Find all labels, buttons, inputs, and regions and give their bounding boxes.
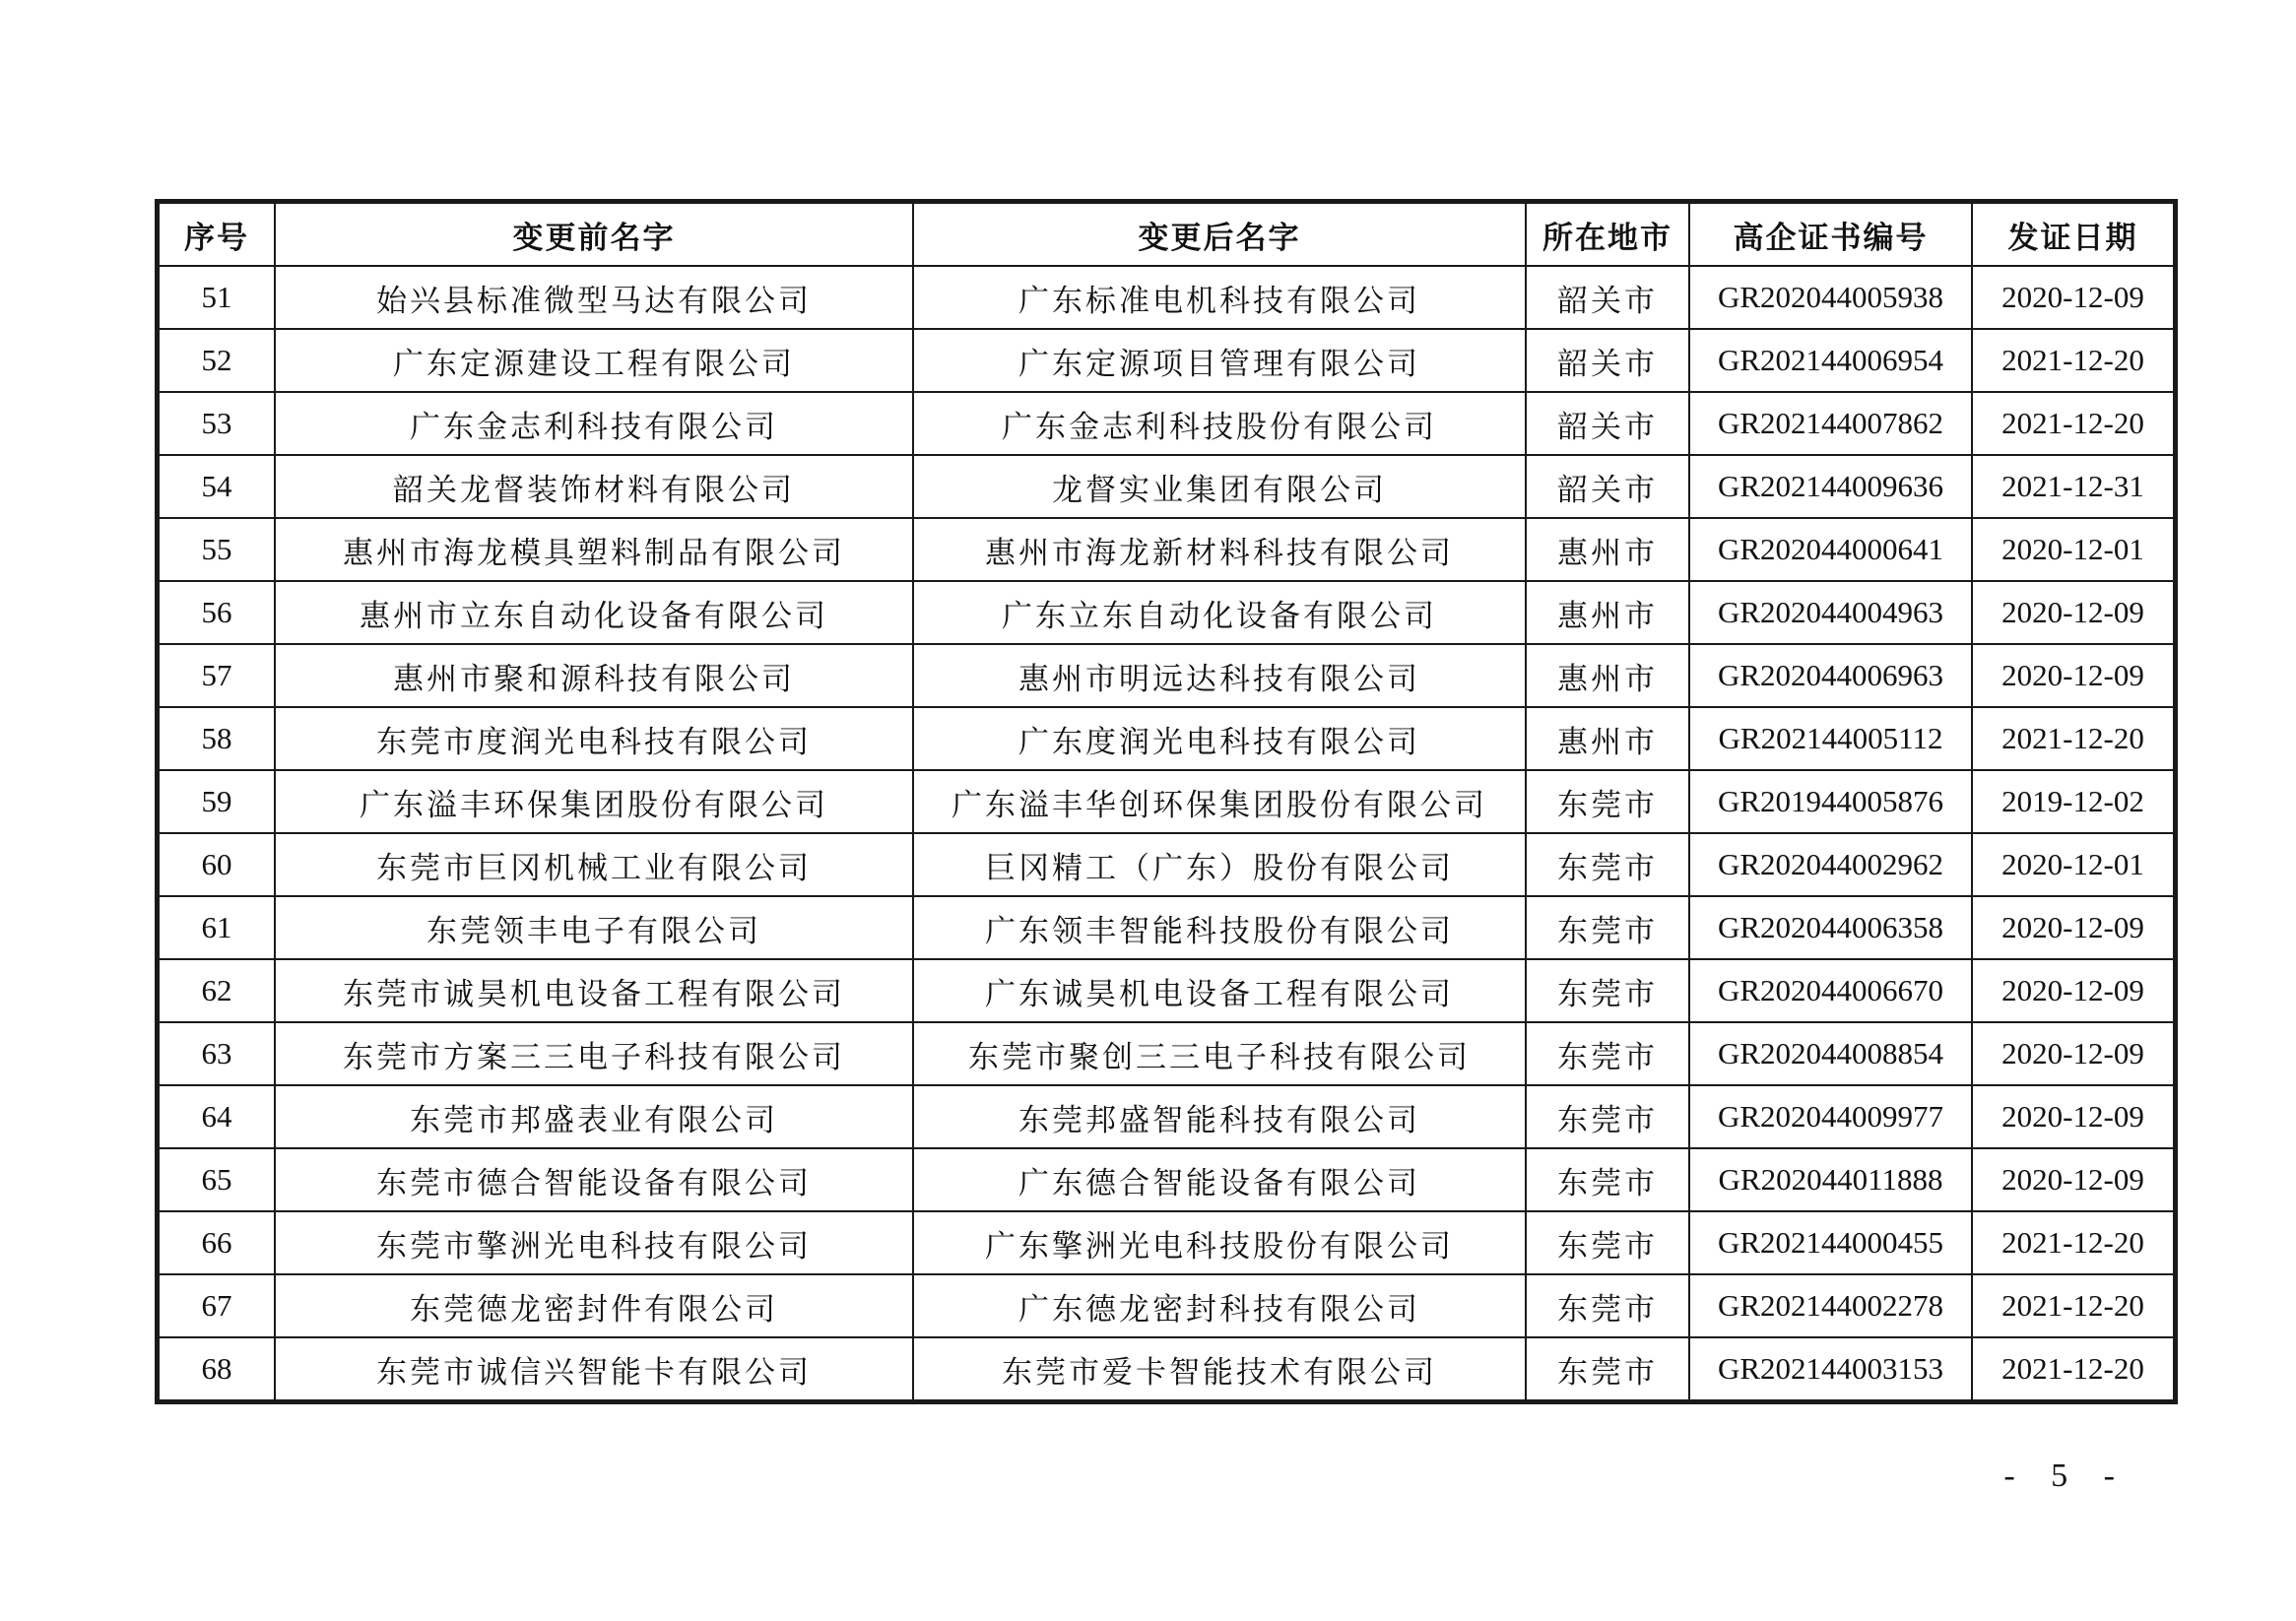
col-header-index: 序号 bbox=[159, 203, 275, 266]
issue-date-cell: 2020-12-01 bbox=[1972, 518, 2174, 581]
issue-date-cell: 2020-12-09 bbox=[1972, 1022, 2174, 1085]
index-cell: 61 bbox=[159, 896, 275, 959]
new-name-cell: 东莞市聚创三三电子科技有限公司 bbox=[913, 1022, 1526, 1085]
old-name-cell: 东莞市度润光电科技有限公司 bbox=[275, 707, 913, 770]
old-name-cell: 广东溢丰环保集团股份有限公司 bbox=[275, 770, 913, 833]
index-cell: 66 bbox=[159, 1211, 275, 1274]
certificate-number-cell: GR202044002962 bbox=[1689, 833, 1972, 896]
certificate-number-cell: GR201944005876 bbox=[1689, 770, 1972, 833]
col-header-new-name: 变更后名字 bbox=[913, 203, 1526, 266]
table-row bbox=[159, 896, 2174, 959]
table-row bbox=[159, 770, 2174, 833]
index-cell: 64 bbox=[159, 1085, 275, 1148]
table-row bbox=[159, 644, 2174, 707]
old-name-cell: 东莞德龙密封件有限公司 bbox=[275, 1274, 913, 1337]
issue-date-cell: 2020-12-09 bbox=[1972, 1148, 2174, 1211]
issue-date-cell: 2021-12-31 bbox=[1972, 455, 2174, 518]
old-name-cell: 东莞市擎洲光电科技有限公司 bbox=[275, 1211, 913, 1274]
certificate-number-cell: GR202144007862 bbox=[1689, 392, 1972, 455]
company-name-change-table bbox=[158, 202, 2175, 1401]
index-cell: 54 bbox=[159, 455, 275, 518]
table-row bbox=[159, 1085, 2174, 1148]
city-cell: 东莞市 bbox=[1526, 833, 1689, 896]
table-row bbox=[159, 1148, 2174, 1211]
index-cell: 58 bbox=[159, 707, 275, 770]
col-header-city: 所在地市 bbox=[1526, 203, 1689, 266]
city-cell: 东莞市 bbox=[1526, 959, 1689, 1022]
index-cell: 57 bbox=[159, 644, 275, 707]
new-name-cell: 龙督实业集团有限公司 bbox=[913, 455, 1526, 518]
issue-date-cell: 2020-12-09 bbox=[1972, 644, 2174, 707]
certificate-number-cell: GR202044004963 bbox=[1689, 581, 1972, 644]
certificate-number-cell: GR202044008854 bbox=[1689, 1022, 1972, 1085]
old-name-cell: 东莞领丰电子有限公司 bbox=[275, 896, 913, 959]
issue-date-cell: 2020-12-09 bbox=[1972, 959, 2174, 1022]
new-name-cell: 广东德合智能设备有限公司 bbox=[913, 1148, 1526, 1211]
table-row bbox=[159, 707, 2174, 770]
certificate-number-cell: GR202144009636 bbox=[1689, 455, 1972, 518]
city-cell: 东莞市 bbox=[1526, 896, 1689, 959]
new-name-cell: 广东标准电机科技有限公司 bbox=[913, 266, 1526, 329]
old-name-cell: 广东定源建设工程有限公司 bbox=[275, 329, 913, 392]
table-row bbox=[159, 959, 2174, 1022]
certificate-number-cell: GR202044000641 bbox=[1689, 518, 1972, 581]
certificate-number-cell: GR202144003153 bbox=[1689, 1337, 1972, 1400]
issue-date-cell: 2019-12-02 bbox=[1972, 770, 2174, 833]
index-cell: 59 bbox=[159, 770, 275, 833]
city-cell: 惠州市 bbox=[1526, 707, 1689, 770]
new-name-cell: 巨冈精工（广东）股份有限公司 bbox=[913, 833, 1526, 896]
table-row bbox=[159, 518, 2174, 581]
col-header-certificate-number: 高企证书编号 bbox=[1689, 203, 1972, 266]
new-name-cell: 广东德龙密封科技有限公司 bbox=[913, 1274, 1526, 1337]
issue-date-cell: 2021-12-20 bbox=[1972, 707, 2174, 770]
old-name-cell: 东莞市方案三三电子科技有限公司 bbox=[275, 1022, 913, 1085]
new-name-cell: 惠州市明远达科技有限公司 bbox=[913, 644, 1526, 707]
certificate-number-cell: GR202144005112 bbox=[1689, 707, 1972, 770]
table-row bbox=[159, 455, 2174, 518]
new-name-cell: 东莞邦盛智能科技有限公司 bbox=[913, 1085, 1526, 1148]
table-row bbox=[159, 1211, 2174, 1274]
index-cell: 60 bbox=[159, 833, 275, 896]
city-cell: 东莞市 bbox=[1526, 1274, 1689, 1337]
city-cell: 韶关市 bbox=[1526, 455, 1689, 518]
table-body bbox=[159, 266, 2174, 1400]
certificate-number-cell: GR202044009977 bbox=[1689, 1085, 1972, 1148]
city-cell: 韶关市 bbox=[1526, 329, 1689, 392]
new-name-cell: 广东金志利科技股份有限公司 bbox=[913, 392, 1526, 455]
col-header-old-name: 变更前名字 bbox=[275, 203, 913, 266]
certificate-number-cell: GR202044006358 bbox=[1689, 896, 1972, 959]
old-name-cell: 广东金志利科技有限公司 bbox=[275, 392, 913, 455]
index-cell: 51 bbox=[159, 266, 275, 329]
index-cell: 68 bbox=[159, 1337, 275, 1400]
issue-date-cell: 2020-12-09 bbox=[1972, 896, 2174, 959]
table-row bbox=[159, 1274, 2174, 1337]
table-row bbox=[159, 329, 2174, 392]
old-name-cell: 惠州市立东自动化设备有限公司 bbox=[275, 581, 913, 644]
table-row bbox=[159, 833, 2174, 896]
old-name-cell: 东莞市邦盛表业有限公司 bbox=[275, 1085, 913, 1148]
issue-date-cell: 2021-12-20 bbox=[1972, 1337, 2174, 1400]
city-cell: 东莞市 bbox=[1526, 1337, 1689, 1400]
issue-date-cell: 2020-12-01 bbox=[1972, 833, 2174, 896]
index-cell: 53 bbox=[159, 392, 275, 455]
index-cell: 63 bbox=[159, 1022, 275, 1085]
issue-date-cell: 2020-12-09 bbox=[1972, 266, 2174, 329]
new-name-cell: 广东立东自动化设备有限公司 bbox=[913, 581, 1526, 644]
city-cell: 东莞市 bbox=[1526, 1148, 1689, 1211]
city-cell: 惠州市 bbox=[1526, 644, 1689, 707]
table-row bbox=[159, 392, 2174, 455]
certificate-number-cell: GR202144000455 bbox=[1689, 1211, 1972, 1274]
city-cell: 惠州市 bbox=[1526, 518, 1689, 581]
new-name-cell: 广东擎洲光电科技股份有限公司 bbox=[913, 1211, 1526, 1274]
old-name-cell: 惠州市聚和源科技有限公司 bbox=[275, 644, 913, 707]
city-cell: 东莞市 bbox=[1526, 770, 1689, 833]
table-row bbox=[159, 581, 2174, 644]
index-cell: 55 bbox=[159, 518, 275, 581]
index-cell: 56 bbox=[159, 581, 275, 644]
table-row bbox=[159, 1337, 2174, 1400]
new-name-cell: 广东溢丰华创环保集团股份有限公司 bbox=[913, 770, 1526, 833]
index-cell: 52 bbox=[159, 329, 275, 392]
old-name-cell: 东莞市巨冈机械工业有限公司 bbox=[275, 833, 913, 896]
old-name-cell: 韶关龙督装饰材料有限公司 bbox=[275, 455, 913, 518]
new-name-cell: 广东诚昊机电设备工程有限公司 bbox=[913, 959, 1526, 1022]
certificate-number-cell: GR202044006963 bbox=[1689, 644, 1972, 707]
issue-date-cell: 2021-12-20 bbox=[1972, 1211, 2174, 1274]
new-name-cell: 广东领丰智能科技股份有限公司 bbox=[913, 896, 1526, 959]
city-cell: 韶关市 bbox=[1526, 392, 1689, 455]
certificate-number-cell: GR202044011888 bbox=[1689, 1148, 1972, 1211]
header-row bbox=[159, 203, 2174, 266]
city-cell: 东莞市 bbox=[1526, 1211, 1689, 1274]
issue-date-cell: 2021-12-20 bbox=[1972, 1274, 2174, 1337]
city-cell: 惠州市 bbox=[1526, 581, 1689, 644]
index-cell: 62 bbox=[159, 959, 275, 1022]
old-name-cell: 始兴县标准微型马达有限公司 bbox=[275, 266, 913, 329]
page-number: - 5 - bbox=[2003, 1458, 2129, 1494]
certificate-number-cell: GR202044005938 bbox=[1689, 266, 1972, 329]
old-name-cell: 东莞市诚信兴智能卡有限公司 bbox=[275, 1337, 913, 1400]
table-row bbox=[159, 1022, 2174, 1085]
issue-date-cell: 2020-12-09 bbox=[1972, 1085, 2174, 1148]
city-cell: 东莞市 bbox=[1526, 1022, 1689, 1085]
old-name-cell: 东莞市德合智能设备有限公司 bbox=[275, 1148, 913, 1211]
issue-date-cell: 2021-12-20 bbox=[1972, 392, 2174, 455]
index-cell: 65 bbox=[159, 1148, 275, 1211]
certificate-number-cell: GR202044006670 bbox=[1689, 959, 1972, 1022]
issue-date-cell: 2021-12-20 bbox=[1972, 329, 2174, 392]
col-header-issue-date: 发证日期 bbox=[1972, 203, 2174, 266]
table-row bbox=[159, 266, 2174, 329]
new-name-cell: 东莞市爱卡智能技术有限公司 bbox=[913, 1337, 1526, 1400]
city-cell: 东莞市 bbox=[1526, 1085, 1689, 1148]
old-name-cell: 东莞市诚昊机电设备工程有限公司 bbox=[275, 959, 913, 1022]
new-name-cell: 惠州市海龙新材料科技有限公司 bbox=[913, 518, 1526, 581]
certificate-number-cell: GR202144006954 bbox=[1689, 329, 1972, 392]
new-name-cell: 广东度润光电科技有限公司 bbox=[913, 707, 1526, 770]
new-name-cell: 广东定源项目管理有限公司 bbox=[913, 329, 1526, 392]
old-name-cell: 惠州市海龙模具塑料制品有限公司 bbox=[275, 518, 913, 581]
issue-date-cell: 2020-12-09 bbox=[1972, 581, 2174, 644]
certificate-number-cell: GR202144002278 bbox=[1689, 1274, 1972, 1337]
index-cell: 67 bbox=[159, 1274, 275, 1337]
city-cell: 韶关市 bbox=[1526, 266, 1689, 329]
